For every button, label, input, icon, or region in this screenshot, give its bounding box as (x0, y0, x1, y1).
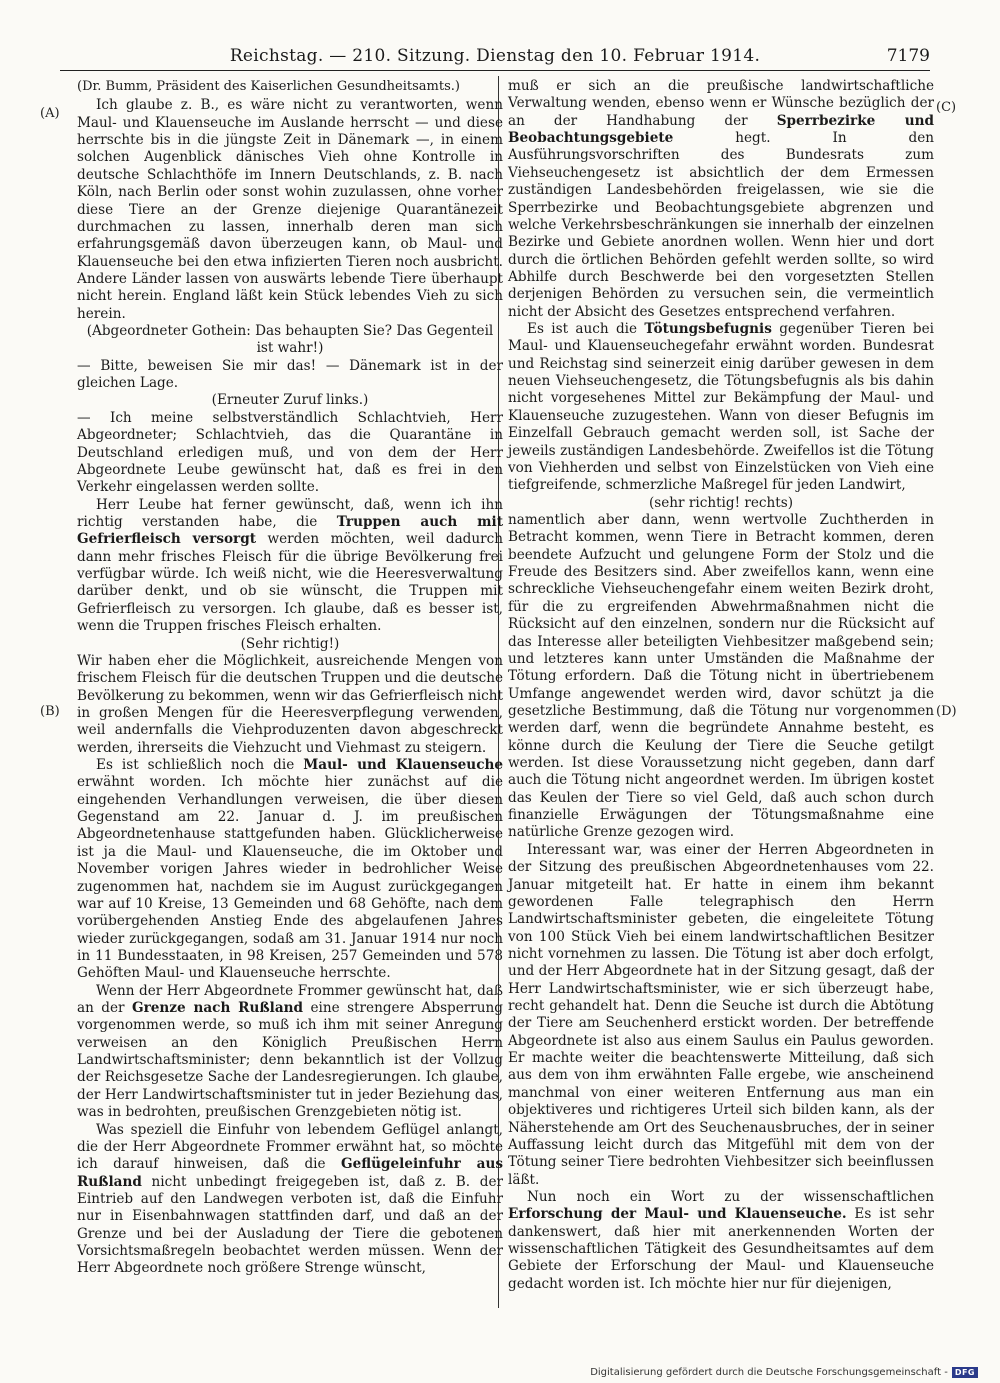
dfg-logo: DFG (952, 1367, 978, 1378)
text-span: Herr Leube hat ferner gewünscht, daß, wenn ich ihn richtig verstanden habe, die (77, 496, 503, 530)
footer-text: Digitalisierung gefördert durch die Deutsche Forschungsgemeinschaft - (590, 1367, 948, 1378)
paragraph: — Ich meine selbstverständlich Schlachtvieh, Herr Abgeordneter; Schlachtvieh, das die Quarantäne in Deutschland erledigen muß, und von dem der Herr Abgeordnete Leube gewünscht hat, daß es frei in den Verkehr eingelassen werden sollte. (77, 409, 503, 496)
text-span: Nun noch ein Wort zu der wissenschaftlichen (527, 1189, 934, 1205)
running-title: Reichstag. — 210. Sitzung. Dienstag den 10. Februar 1914. (229, 46, 761, 66)
text-span: gegenüber Tieren bei Maul- und Klauenseuchegefahr erwähnt worden. Bundesrat und Reichstag sind seinerzeit einig darüber gewesen in dem neuen Viehseuchengesetz, die Tötungsbefugnis als bis dahin nicht vorgesehenes Mittel zur Bekämpfung der Maul- und Klauenseuche zuzugestehen. Wann von dieser Befugnis im Einzelfall Gebrauch gemacht werden soll, ist Sache der jeweils zuständigen Landesbehörde. Zweifellos ist die Tötung von Viehherden und selbst von Einzelstücken von Vieh eine tiefgreifende, schmerzliche Maßregel für jeden Landwirt, (508, 321, 935, 494)
interjection: (sehr richtig! rechts) (648, 494, 794, 511)
paragraph (77, 983, 503, 1122)
page-number: 7179 (886, 46, 930, 66)
text-span: Es ist schließlich noch die (96, 757, 304, 774)
paragraph (508, 321, 934, 495)
paragraph: — Bitte, beweisen Sie mir das! — Dänemark ist in der gleichen Lage. (77, 357, 503, 392)
text-span: werden möchten, weil dadurch dann mehr frisches Fleisch für die übrige Bevölkerung frei verfügbar würde. Ich weiß nicht, wie die Heeresverwaltung darüber denkt, und ob sie wünscht, die Truppen mit Gefrierfleisch zu versorgen. Ich glaube, daß es besser ist, wenn die Truppen frisches Fleisch erhalten. (77, 531, 503, 635)
bold-term: Maul- und Klauenseuche (303, 757, 504, 774)
right-column (508, 78, 934, 1293)
paragraph: Interessant war, was einer der Herren Abgeordneten in der Sitzung des preußischen Abgeordnetenhauses vom 22. Januar mitgeteilt hat. Er hatte in einem ihm bekannt gewordenen Falle telegraphisch den Herrn Landwirtschaftsminister gebeten, die eingeleitete Tötung von 100 Stück Vieh bei einem landwirtschaftlichen Besitzer nicht vornehmen zu lassen. Die Tötung ist aber doch erfolgt, und der Herr Abgeordnete hat in der Sitzung gesagt, daß der Herr Landwirtschaftsminister, wie er sich überzeugt habe, recht gehandelt hat. Denn die Seuche ist durch die Abtötung der Tiere am Seuchenherd erstickt worden. Der betreffende Abgeordnete ist also aus einem Saulus ein Paulus geworden. Er machte weiter die beachtenswerte Mitteilung, daß sich aus dem von ihm erwähnten Falle ergebe, wie anscheinend manchmal von einer weiteren Entfernung aus man ein objektiveres und richtigeres Urteil sich bilden kann, als der Näherstehende am Ort des Seuchenausbruches, der in seiner Auffassung leicht durch das Mitgefühl mit dem von der Tötung seiner Tiere bedrohten Viehbesitzer sich beeinflussen läßt. (508, 841, 934, 1188)
text-span: muß er sich an die preußische landwirtschaftliche Verwaltung wenden, ebenso wenn er Wünsche bezüglich der an der Handhabung der (508, 78, 934, 129)
text-span: Was speziell die Einfuhr von lebendem Geflügel anlangt, die der Herr Abgeordnete Frommer erwähnt hat, so möchte ich darauf hinweisen, daß die (77, 1121, 503, 1173)
text-span: Es ist sehr dankenswert, daß hier mit anerkennenden Worten der wissenschaftlichen Tätigkeit des Gesundheitsamtes auf dem Gebiete der Erforschung der Maul- und Klauenseuche gedacht worden ist. Ich möchte hier nur für diejenigen, (508, 1206, 934, 1292)
margin-mark-c: (C) (936, 100, 957, 115)
paragraph (508, 1189, 934, 1293)
bold-term: Tötungsbefugnis (644, 321, 772, 338)
page-header (60, 44, 930, 71)
margin-mark-d: (D) (936, 704, 957, 719)
text-span: hegt. In den Ausführungsvorschriften des Bundesrats zum Viehseuchengesetz ist absichtlich der dem Ermessen zuständigen Landesbehörden freigelassen, wie sie die Sperrbezirke und Beobachtungsgebiete abgrenzen und welche Verkehrsbeschränkungen sie innerhalb der einzelnen Bezirke und Gebiete anordnen wollen. Wenn hier und dort durch die örtlichen Behörden gefehlt werden sollte, so wird Abhilfe durch Beschwerde bei den vorgesetzten Stellen derjenigen Behörden zu versuchen sein, die vermeintlich nicht der Absicht des Gesetzes entsprechend verfahren. (508, 130, 934, 320)
paragraph (77, 757, 503, 983)
interjection: (Abgeordneter Gothein: Das behaupten Sie? Das Gegenteil ist wahr!) (86, 323, 494, 357)
bold-term: Geflügeleinfuhr aus Rußland (77, 1156, 503, 1190)
speaker-note: (Dr. Bumm, Präsident des Kaiserlichen Gesundheitsamts.) (77, 79, 460, 94)
text-span: nicht unbedingt freigegeben ist, daß z. B. der Eintrieb auf den Landwegen verboten ist, daß die Einfuhr nur in Eisenbahnwagen stattfinden darf, und daß an der Grenze und bei der Ausladung der Tiere die gebotenen Vorsichtsmaßregeln beobachtet werden müssen. Wenn der Herr Abgeordnete noch größere Strenge wünscht, (77, 1173, 503, 1277)
text-span: Wenn der Herr Abgeordnete Frommer gewünscht hat, daß an der (77, 982, 503, 1017)
text-span: erwähnt worden. Ich möchte hier zunächst auf die eingehenden Verhandlungen verweisen, die über diesen Gegenstand am 22. Januar d. J. im preußischen Abgeordnetenhause stattgefunden haben. Glücklicherweise ist ja die Maul- und Klauenseuche, die im Oktober und November vorigen Jahres wieder in bedrohlicher Weise zugenommen hat, nachdem sie im August zurückgegangen war auf 10 Kreise, 13 Gemeinden und 68 Gehöfte, nach dem vorübergehenden Anstieg Ende des abgelaufenen Jahres wieder zurückgegangen, sodaß am 31. Januar 1914 nur noch in 11 Bundesstaaten, in 98 Kreisen, 257 Gemeinden und 578 Gehöften Maul- und Klauenseuche herrschte. (77, 774, 503, 982)
margin-mark-b: (B) (40, 704, 60, 719)
text-span: eine strengere Absperrung vorgenommen werde, so muß ich ihm mit seiner Anregung verweisen an den Königlich Preußischen Herrn Landwirtschaftsminister; denn bekanntlich ist der Vollzug der Reichsgesetze Sache der Landesregierungen. Ich glaube, der Herr Landwirtschaftsminister tut in jeder Beziehung das, was in bedrohten, preußischen Grenzgebieten nötig ist. (77, 1000, 503, 1121)
interjection: (Sehr richtig!) (240, 635, 340, 652)
paragraph: Wir haben eher die Möglichkeit, ausreichende Mengen von frischem Fleisch für die deutschen Truppen und die deutsche Bevölkerung zu bekommen, wenn wir das Gefrierfleisch nicht in großen Mengen für die Heeresverpflegung verwenden, weil andernfalls die Viehproduzenten davon abgeschreckt werden, ihrerseits die Viehzucht und Viehmast zu steigern. (77, 652, 503, 756)
bold-term: Grenze nach Rußland (131, 1000, 304, 1017)
paragraph (77, 1122, 503, 1278)
paragraph: Ich glaube z. B., es wäre nicht zu verantworten, wenn Maul- und Klauenseuche im Auslande herrscht — und diese herrschte bis in die jüngste Zeit in Dänemark —, in einem solchen Augenblick dänisches Vieh ohne Kontrolle in deutsche Schlachthöfe im Innern Deutschlands, z. B. nach Köln, nach Berlin oder sonst wohin zuzulassen, ohne vorher diese Tiere an der Grenze diejenige Quarantänezeit durchmachen zu lassen, innerhalb deren man sich erfahrungsgemäß davon überzeugen kann, ob Maul- und Klauenseuche bei den etwa infizierten Tieren noch ausbricht. Andere Länder lassen von auswärts lebende Tiere überhaupt nicht herein. England läßt kein Stück lebendes Vieh zu sich herein. (77, 97, 503, 322)
text-span: Es ist auch die (527, 321, 645, 338)
bold-term: Sperrbezirke und Beobachtungsgebiete (508, 112, 934, 147)
margin-mark-a: (A) (40, 106, 60, 121)
interjection: (Erneuter Zuruf links.) (211, 392, 369, 409)
paragraph (508, 78, 934, 321)
footer-credit (590, 1367, 978, 1378)
paragraph (77, 497, 503, 636)
left-column (77, 78, 503, 1278)
bold-term: Truppen auch mit Gefrierfleisch versorgt (77, 513, 503, 548)
paragraph: namentlich aber dann, wenn wertvolle Zuchtherden in Betracht kommen, wenn Tiere in Betracht kommen, deren beendete Aufzucht und gelungene Form der Stolz und die Freude des Besitzers sind. Aber zweifellos kann, wenn eine schreckliche Viehseuchengefahr einem weiten Bezirk droht, für die zu ergreifenden Abwehrmaßnahmen nicht die Rücksicht auf den einzelnen, sondern nur die Rücksicht auf das Interesse aller beteiligten Viehbesitzer maßgebend sein; und letzteres kann unter Umständen die Maßnahme der Tötung erfordern. Daß die Tötung nicht in übertriebenem Umfange angewendet werden wird, davor schützt ja die gesetzliche Bestimmung, daß die Tötung nur vorgenommen werden darf, wenn die begründete Annahme besteht, es könne durch die Keulung der Tiere die Seuche getilgt werden. Ist diese Voraussetzung nicht gegeben, dann darf auch die Tötung nicht angeordnet werden. Im übrigen kostet das Keulen der Tiere so viel Geld, daß auch schon durch finanzielle Erwägungen der Tötungsmaßnahme eine natürliche Grenze gezogen wird. (508, 511, 934, 841)
bold-term: Erforschung der Maul- und Klauenseuche. (508, 1206, 847, 1223)
